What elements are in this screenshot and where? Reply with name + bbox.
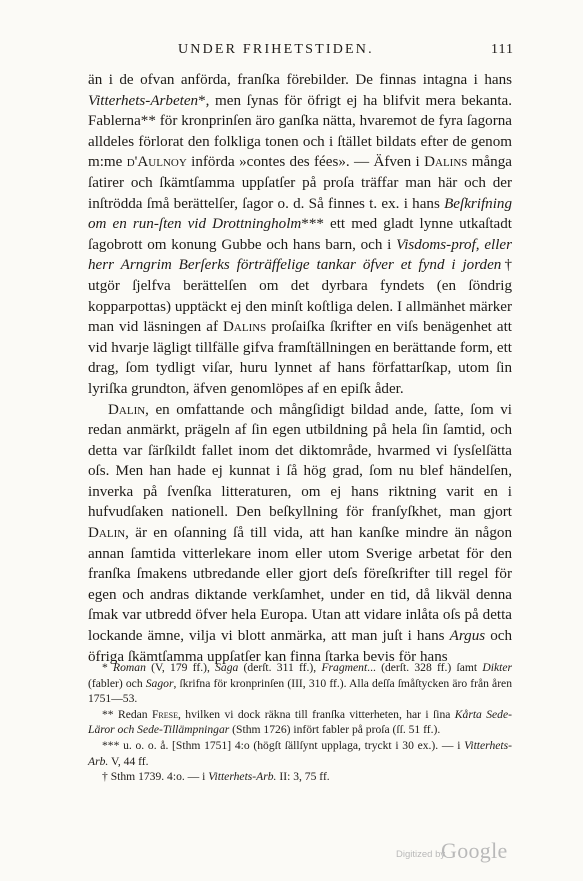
work-title: Fragment: [321, 661, 368, 674]
work-title: Kårta Sede-Läror och Sede-Tillämpningar: [88, 707, 512, 737]
text-run: † Sthm 1739. 4:o. — i: [102, 770, 209, 784]
work-title: Saga: [215, 661, 239, 674]
work-title: Vitterhets-Arbeten: [88, 92, 199, 109]
footnote-3: [88, 738, 512, 769]
work-title: Visdoms-prof, eller herr Arngrim Berſerks förträffelige tankar öfver et fynd i jorden: [88, 236, 512, 274]
work-title: Vitterhets-Arb.: [88, 738, 512, 768]
text-run: , ſkrifna för kronprinſen (III, 310 ff.). Alla deſſa ſmåſtycken äro från åren 1751—53.: [88, 676, 513, 706]
text-run: (Sthm 1726) infört fabler på proſa (ſſ. 51 ff.).: [229, 723, 441, 737]
text-run: *** ett med gladt lynne utkaſtadt ſagobrott om konung Gubbe och hans barn, och i: [88, 216, 512, 253]
footnotes: [88, 660, 512, 785]
watermark-brand: Google: [441, 838, 508, 863]
footnote-2: [88, 707, 512, 738]
author-name: d'Aulnoy: [126, 154, 187, 171]
text-run: och öfriga ſkämtſamma uppſatſer kan finna ſtarka bevis för hans: [88, 628, 512, 665]
paragraph-2: [88, 400, 512, 668]
text-run: *, men ſynas för öfrigt ej ha blifvit mera bekanta. Fablerna** för kronprinſen äro ganſka nätta, hvaremot de fyra ſagorna alldeles förlorat den folkliga tonen och i ſtället bildats efter de genom m:me: [88, 92, 512, 171]
paragraph-1: [88, 70, 512, 400]
page-number: 111: [491, 42, 514, 57]
text-run: , är en oſanning ſå till vida, att han kanſke mindre än någon annan ſamtida vitterlekare inom eller utom Sverige arbetat för den franſka ſmakens utbredande eller gjort deſs föreſkrifter till regel för egen och andras diktande verkſamhet, under en tid, då likväl denna ſmak var utbredd öfver hela Europa. Utan att vidare inlåta oſs på detta lockande ämne, vilja vi blott anmärka, att man juſt i hans: [88, 525, 512, 645]
author-name: Dalin: [88, 525, 126, 542]
text-run: † utgör ſjelfva berättelſen om det dyrbara fyndets (en ſöndrig kopparpottas) upptäckt ej den minſt koſtliga delen. I allmänhet märker man vid läsningen af: [88, 257, 512, 336]
text-run: införda »contes des fées». — Äfven i: [186, 154, 425, 171]
text-run: ** Redan: [102, 707, 152, 721]
text-run: V, 44 ff.: [108, 754, 149, 768]
work-title: Beſkrifning om en run-ſten vid Drottningholm: [88, 195, 512, 233]
running-title: UNDER FRIHETSTIDEN.: [178, 42, 374, 57]
text-run: (fabler) och: [88, 676, 146, 690]
work-title: Argus: [449, 628, 486, 645]
author-name: Dalins: [424, 154, 468, 171]
footnote-mark: *: [102, 661, 114, 674]
text-run: ... (derſt. 328 ff.) ſamt: [367, 661, 483, 674]
footnote-4: [88, 769, 512, 785]
text-run: , en omfattande och mångſidigt bildad ande, ſatte, ſom vi redan anmärkt, prägeln af ſin egen utbildning på hela ſin ſamtid, och detta var ſärſkildt fallet inom det diktområde, hvarmed vi ſysſelſätta oſs. Men han hade ej kunnat i ſå hög grad, ſom nu blef händelſen, inverka på ſvenſka litteraturen, om ej hans riktning varit en i hufvudſaken nationell. Den beſkyllning för franſyſkhet, man gjort: [88, 401, 512, 521]
author-name: Dalin: [108, 401, 146, 418]
text-run: *** u. o. o. å. [Sthm 1751] 4:o (högſt ſällſynt upplaga, tryckt i 30 ex.). — i: [102, 738, 465, 752]
author-name: Dalins: [223, 319, 267, 336]
work-title: Roman: [113, 661, 146, 674]
digitized-watermark: [396, 838, 516, 866]
work-title: Dikter: [482, 661, 513, 674]
text-run: II: 3, 75 ff.: [276, 770, 330, 784]
text-run: proſaiſka ſkrifter en viſs benägenhet att vid hvarje lägligt tillfälle gifva framſtällningen en berättande form, ett drag, ſom tydligt viſar, huru lynnet af hans författarſkap, utom ſin lyriſka grundton, äfven genomlöpes af en epiſk åder.: [88, 319, 512, 397]
text-run: (V, 179 ff.),: [145, 661, 216, 674]
main-text: [88, 70, 512, 667]
text-run: än i de ofvan anförda, franſka förebilder. De finnas intagna i hans: [88, 72, 512, 88]
watermark-prefix: Digitized by: [396, 849, 446, 860]
running-header: [88, 42, 514, 62]
text-run: många ſatirer och ſkämtſamma uppſatſer på proſa träffar man här och der inſtrödda ſmå berättelſer, ſagor o. d. Så finnes t. ex. i hans: [88, 154, 512, 212]
text-run: , hvilken vi dock räkna till franſka vitterheten, har i ſina: [178, 707, 455, 721]
text-run: (derſt. 311 ff.),: [238, 661, 322, 674]
work-title: Vitterhets-Arb.: [208, 770, 277, 784]
work-title: Sagor: [145, 676, 174, 690]
footnote-1: [88, 660, 512, 707]
author-name: Frese: [151, 707, 178, 721]
